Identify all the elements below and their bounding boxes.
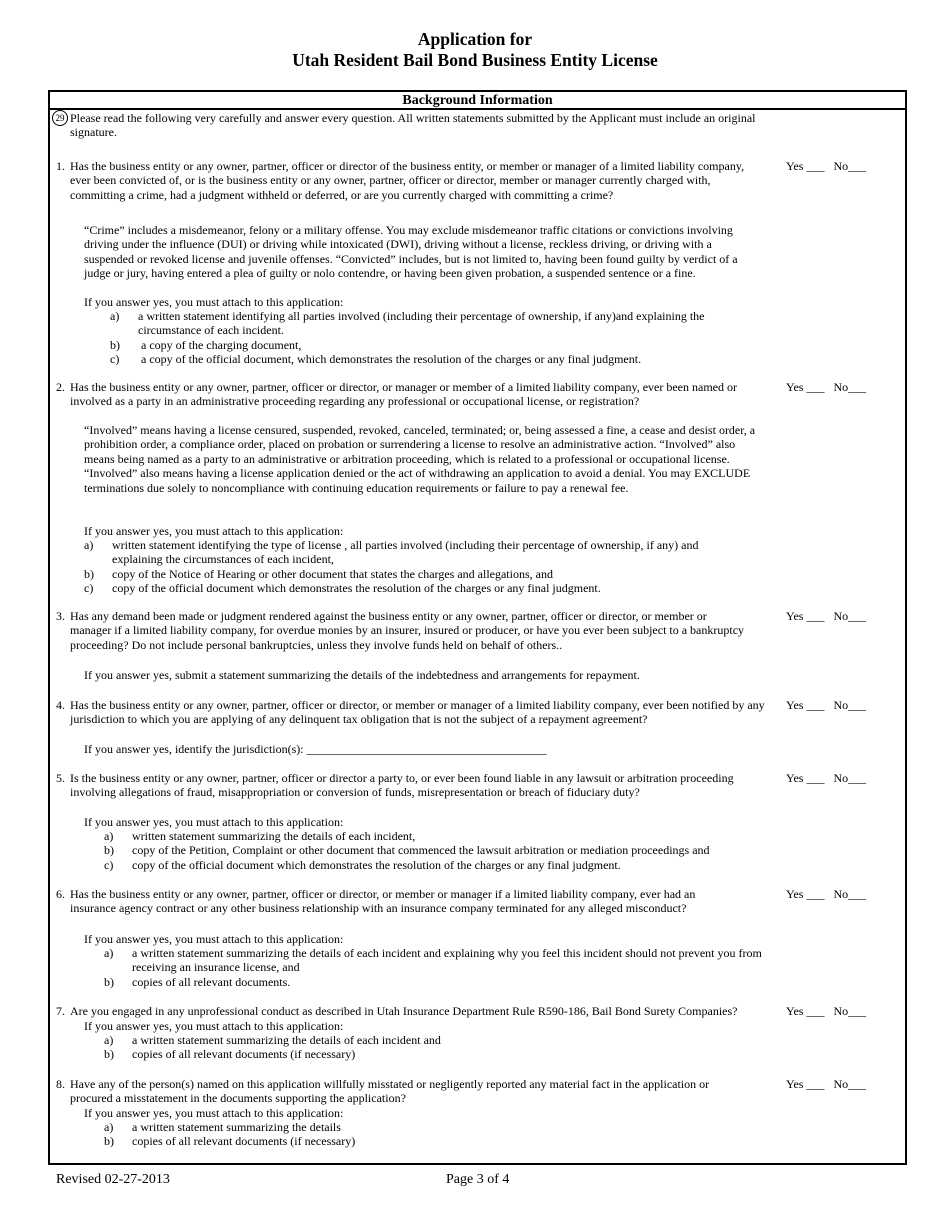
question-2-note: “Involved” means having a license censured, suspended, revoked, canceled, terminated; or, being assessed a fine, a cease and desist order, a prohibition order, a compliance order, placed on probation or surrendering a license to resolve an administrative action. “Involved” also means being named as a party to an administrative or arbitration proceeding, which is related to a professional or occupational license. “Involved” also means having a license application denied or the act of withdrawing an application to avoid a denial. You may EXCLUDE terminations due solely to noncompliance with continuing education requirements or failure to pay a renewal fee. xyxy=(84,423,756,495)
question-8-item-a: a) a written statement summarizing the details xyxy=(104,1120,341,1134)
question-number: 1. xyxy=(56,159,65,173)
yes-no-answer-2[interactable]: Yes ___ No___ xyxy=(786,380,867,394)
question-5: 5. Is the business entity or any owner, partner, officer or director a party to, or ever been found liable in any lawsuit or arbitration proceeding involving allegations of fraud, misappropriation or conversion of funds, misrepresentation or breach of fiduciary duty? xyxy=(56,771,734,800)
question-8-item-b: b) copies of all relevant documents (if necessary) xyxy=(104,1134,356,1148)
question-8-attach: If you answer yes, you must attach to this application: xyxy=(84,1106,344,1120)
question-1 xyxy=(56,159,762,202)
question-6: 6. Has the business entity or any owner, partner, officer or director, or member or manager if a limited liability company, ever had an insurance agency contract or any other business relationship with an insurance company terminated for any alleged misconduct? xyxy=(56,887,696,916)
title-line-1: Application for xyxy=(417,29,533,49)
yes-no-answer-1[interactable]: Yes ___ No___ xyxy=(786,159,867,173)
question-5-attach: If you answer yes, you must attach to this application: xyxy=(84,815,344,829)
question-3-attach: If you answer yes, submit a statement summarizing the details of the indebtedness and arrangements for repayment. xyxy=(84,668,640,682)
item-number-badge: 29 xyxy=(52,110,68,126)
question-2-item-a: a) written statement identifying the type of license , all parties involved (including their percentage of ownership, if any) and explaining the circumstances of each incident, xyxy=(84,538,699,567)
page-number: Page 3 of 4 xyxy=(446,1172,510,1187)
question-1-item-c: c) a copy of the official document, which demonstrates the resolution of the charges or any final judgment. xyxy=(110,352,642,366)
question-1-attach: If you answer yes, you must attach to this application: xyxy=(84,295,344,309)
question-1-note: “Crime” includes a misdemeanor, felony or a military offense. You may exclude misdemeanor traffic citations or convictions involving driving under the influence (DUI) or driving while intoxicated (DWI), driving without a license, reckless driving, or driving with a suspended or revoked license and juvenile offenses. “Convicted” includes, but is not limited to, having been found guilty by verdict of a judge or jury, having entered a plea of guilty or nolo contendre, or having been given probation, a suspended sentence or a fine. xyxy=(84,223,738,281)
question-5-item-c: c) copy of the official document which demonstrates the resolution of the charges or any final judgment. xyxy=(104,858,621,872)
yes-no-answer-6[interactable]: Yes ___ No___ xyxy=(786,887,867,901)
question-6-item-a: a) a written statement summarizing the details of each incident and explaining why you feel this incident should not prevent you from receiving an insurance license, and xyxy=(104,946,762,975)
question-2-item-b: b) copy of the Notice of Hearing or other document that states the charges and allegations, and xyxy=(84,567,553,581)
section-intro: Please read the following very carefully and answer every question. All written statements submitted by the Applicant must include an original signature. xyxy=(70,111,756,140)
question-8: 8. Have any of the person(s) named on this application willfully misstated or negligently reported any material fact in the application or procured a misstatement in the documents supporting the application? xyxy=(56,1077,710,1106)
yes-no-answer-5[interactable]: Yes ___ No___ xyxy=(786,771,867,785)
yes-no-answer-3[interactable]: Yes ___ No___ xyxy=(786,609,867,623)
section-heading: Background Information xyxy=(50,92,905,110)
question-7-item-a: a) a written statement summarizing the details of each incident and xyxy=(104,1033,441,1047)
yes-no-answer-8[interactable]: Yes ___ No___ xyxy=(786,1077,867,1091)
revised-date: Revised 02-27-2013 xyxy=(56,1172,170,1187)
yes-no-answer-4[interactable]: Yes ___ No___ xyxy=(786,698,867,712)
question-1-item-a: a) a written statement identifying all parties involved (including their percentage of ownership, if any)and explaining the circumstance of each incident. xyxy=(110,309,705,338)
question-5-item-b: b) copy of the Petition, Complaint or other document that commenced the lawsuit arbitration or mediation proceedings and xyxy=(104,843,710,857)
question-6-attach: If you answer yes, you must attach to this application: xyxy=(84,932,344,946)
question-2-attach: If you answer yes, you must attach to this application: xyxy=(84,524,344,538)
question-1-item-b: b) a copy of the charging document, xyxy=(110,338,302,352)
question-5-item-a: a) written statement summarizing the details of each incident, xyxy=(104,829,416,843)
background-information-section xyxy=(48,90,907,1165)
question-7: 7. Are you engaged in any unprofessional conduct as described in Utah Insurance Department Rule R590-186, Bail Bond Surety Companies? xyxy=(56,1004,738,1018)
question-3: 3. Has any demand been made or judgment rendered against the business entity or any owner, partner, officer or director, or member or manager if a limited liability company, for overdue monies by an insurer, insured or producer, or have you ever been subject to a bankruptcy proceeding? Do not include personal bankruptcies, unless they involve funds held on behalf of others.. xyxy=(56,609,745,652)
jurisdiction-field[interactable]: If you answer yes, identify the jurisdiction(s): ________________________________________ xyxy=(84,742,547,756)
question-7-attach: If you answer yes, you must attach to this application: xyxy=(84,1019,344,1033)
question-2-item-c: c) copy of the official document which demonstrates the resolution of the charges or any final judgment. xyxy=(84,581,601,595)
yes-no-answer-7[interactable]: Yes ___ No___ xyxy=(786,1004,867,1018)
question-4: 4. Has the business entity or any owner, partner, officer or director, or member or manager of a limited liability company, ever been notified by any jurisdiction to which you are applying of any delinquent tax obligation that is not the subject of a repayment agreement? xyxy=(56,698,765,727)
question-6-item-b: b) copies of all relevant documents. xyxy=(104,975,291,989)
question-2: 2. Has the business entity or any owner, partner, officer or director, or manager or member of a limited liability company, ever been named or involved as a party in an administrative proceeding regarding any professional or occupational license, or registration? xyxy=(56,380,737,409)
title-line-2: Utah Resident Bail Bond Business Entity License xyxy=(292,50,658,70)
question-text: Has the business entity or any owner, partner, officer or director of the business entity, or member or manager of a limited liability company, ever been convicted of, or is the business entity or any owner, partner, officer or director, member or manager currently charged with, committing a crime, had a judgment withheld or deferred, or are you currently charged with committing a crime? xyxy=(70,159,745,202)
question-7-item-b: b) copies of all relevant documents (if necessary) xyxy=(104,1047,356,1061)
